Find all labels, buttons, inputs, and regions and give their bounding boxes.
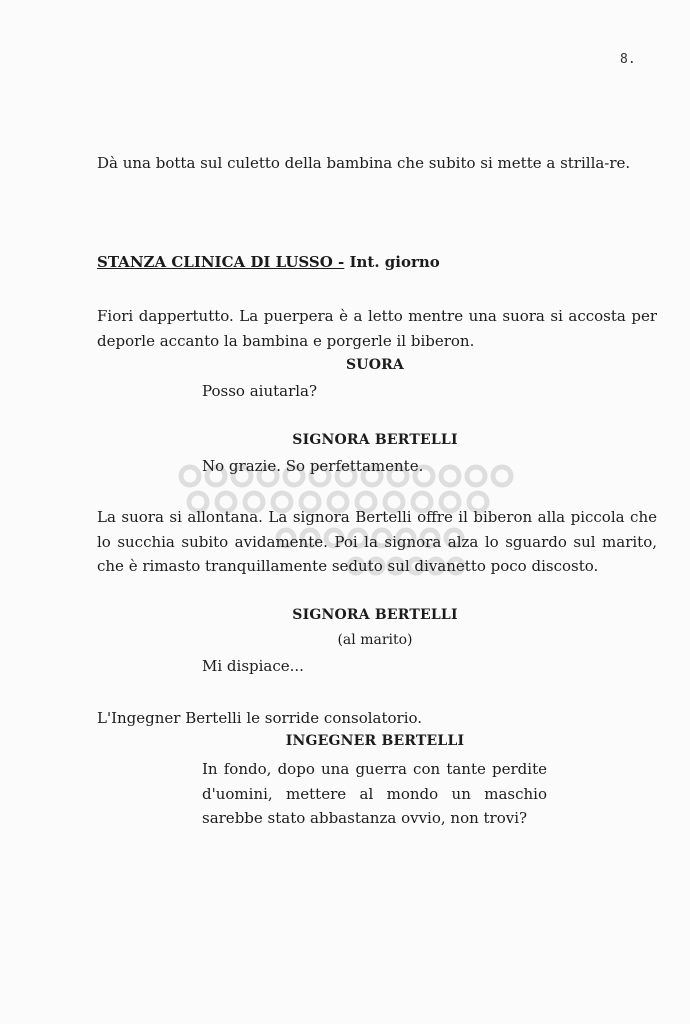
- character-name-1: SUORA: [345, 357, 404, 373]
- action-paragraph-3: La suora si allontana. La signora Bertelli offre il biberon alla piccola che lo succhia subito avidamente. Poi la signora alza lo sguardo sul marito, che è rimasto tranquillamente seduto sul divanetto poco discosto.: [97, 508, 657, 575]
- dialogue-3: Mi dispiace...: [202, 657, 304, 675]
- character-name-4: INGEGNER BERTELLI: [285, 733, 465, 749]
- dialogue-2: No grazie. So perfettamente.: [202, 457, 424, 475]
- scene-heading: [97, 253, 440, 271]
- action-paragraph-1: Dà una botta sul culetto della bambina che subito si mette a strilla-re.: [97, 154, 631, 172]
- character-name-2: SIGNORA BERTELLI: [292, 432, 458, 448]
- action-paragraph-4: L'Ingegner Bertelli le sorride consolatorio.: [97, 709, 423, 727]
- dialogue-1: Posso aiutarla?: [202, 382, 318, 400]
- scene-time: Int. giorno: [344, 253, 440, 271]
- dialogue-4: In fondo, dopo una guerra con tante perdite d'uomini, mettere al mondo un maschio sarebbe stato abbastanza ovvio, non trovi?: [202, 760, 547, 827]
- scene-location: STANZA CLINICA DI LUSSO -: [97, 253, 345, 271]
- action-paragraph-2: Fiori dappertutto. La puerpera è a letto mentre una suora si accosta per deporle accanto la bambina e porgerle il biberon.: [97, 307, 657, 350]
- page-number: 8.: [620, 52, 636, 67]
- parenthetical-3: (al marito): [337, 632, 413, 648]
- character-name-3: SIGNORA BERTELLI: [292, 607, 458, 623]
